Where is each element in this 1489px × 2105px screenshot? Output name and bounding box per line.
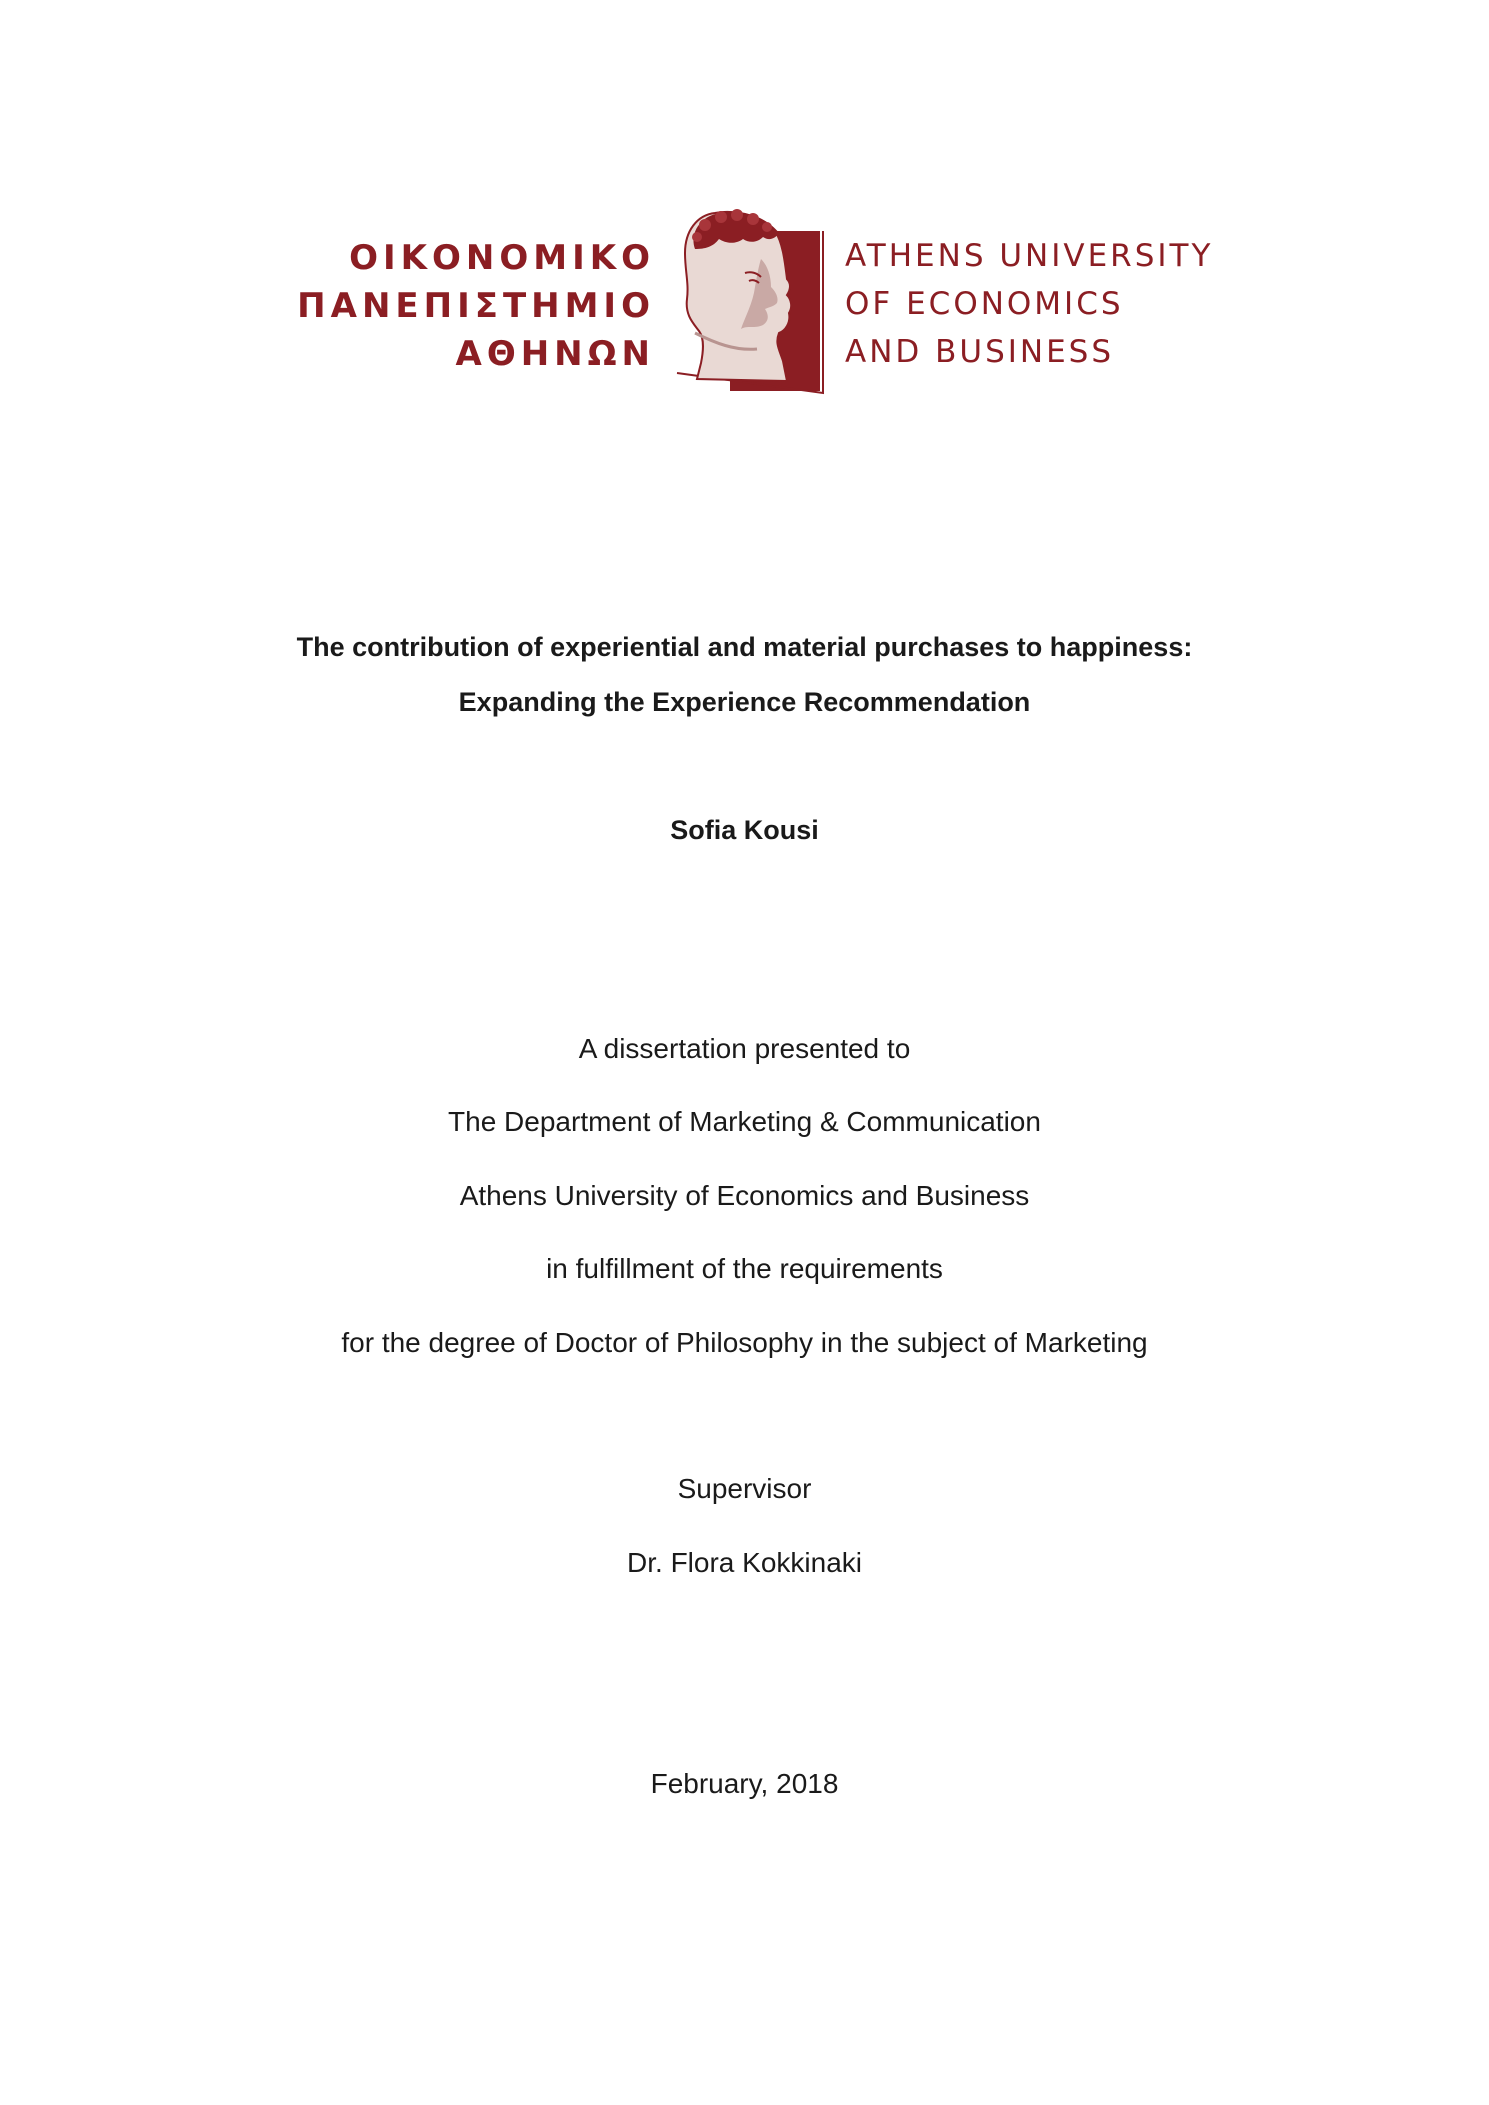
logo-english-line: AND BUSINESS: [845, 334, 1115, 370]
logo-english-wordmark: [845, 232, 1245, 376]
university-logo: [0, 0, 1489, 420]
author-name: Sofia Kousi: [670, 815, 819, 845]
logo-greek-line: ΑΘΗΝΩΝ: [455, 334, 655, 374]
logo-greek-wordmark: [285, 234, 655, 378]
department-line: The Department of Marketing & Communication: [448, 1106, 1041, 1137]
logo-english-line: OF ECONOMICS: [845, 286, 1124, 322]
supervisor-name: Dr. Flora Kokkinaki: [627, 1547, 862, 1578]
dissertation-title-line-2: Expanding the Experience Recommendation: [458, 687, 1031, 717]
university-line: Athens University of Economics and Business: [459, 1180, 1030, 1211]
submission-date: February, 2018: [650, 1768, 839, 1799]
logo-greek-line: ΟΙΚΟΝΟΜΙΚΟ: [349, 238, 655, 278]
supervisor-label: Supervisor: [677, 1473, 812, 1504]
dissertation-statement-line: A dissertation presented to: [578, 1033, 911, 1064]
dissertation-title-line-1: The contribution of experiential and material purchases to happiness:: [296, 632, 1193, 662]
requirements-line: in fulfillment of the requirements: [546, 1253, 943, 1284]
hermes-head-emblem-icon: [675, 203, 825, 398]
logo-greek-line: ΠΑΝΕΠΙΣΤΗΜΙΟ: [297, 286, 655, 326]
logo-english-line: ATHENS UNIVERSITY: [845, 238, 1214, 274]
degree-line: for the degree of Doctor of Philosophy in the subject of Marketing: [341, 1327, 1148, 1358]
